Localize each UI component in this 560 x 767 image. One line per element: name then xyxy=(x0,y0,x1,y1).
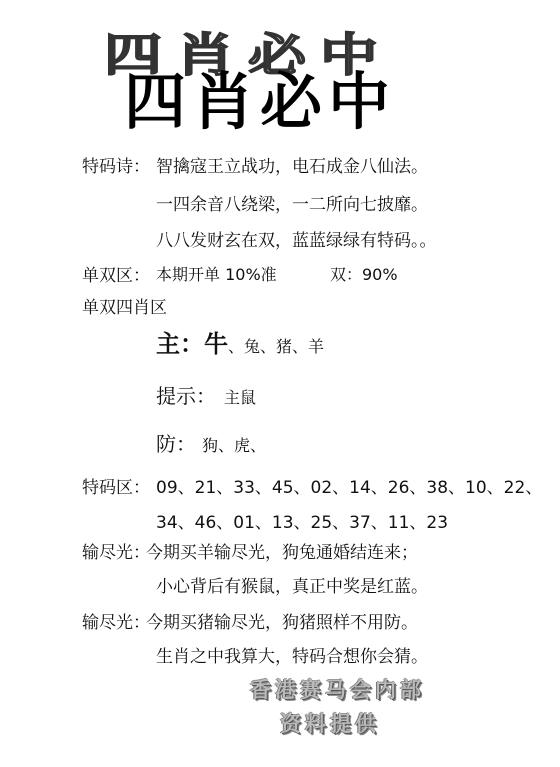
stamp-line-1: 香港赛马会内部 xyxy=(250,678,425,702)
hint-value: 主鼠 xyxy=(224,388,257,407)
odd-even-label: 单双区： xyxy=(82,266,150,286)
title-banner xyxy=(0,0,560,140)
poem-label: 特码诗： xyxy=(82,157,150,177)
lose2-line-2: 生肖之中我算大，特码合想你会猜。 xyxy=(156,647,428,667)
stamp-line-2: 资料提供 xyxy=(280,712,380,736)
lose2-label: 输尽光： xyxy=(82,613,150,633)
main-label: 主： xyxy=(156,330,204,358)
main-first-zodiac: 牛 xyxy=(204,330,228,358)
lose1-line-2: 小心背后有猴鼠，真正中奖是红蓝。 xyxy=(156,577,428,597)
special-numbers-line-1: 09、21、33、45、02、14、26、38、10、22、 xyxy=(156,478,543,498)
main-other-zodiacs: 、兔、猪、羊 xyxy=(228,337,325,356)
lose1-line-1: 今期买羊输尽光，狗兔通婚结连来； xyxy=(146,543,418,563)
guard-value: 狗、虎、 xyxy=(202,436,267,455)
guard-row xyxy=(156,428,266,457)
page-title: 四肖必中 xyxy=(124,65,397,138)
lose2-line-1: 今期买猪输尽光，狗猪照样不用防。 xyxy=(146,613,418,633)
poem-line-3: 八八发财玄在双，蓝蓝绿绿有特码。。 xyxy=(156,231,437,251)
odd-text: 本期开单 10%准 xyxy=(156,265,277,284)
title-outline: 四肖必中 xyxy=(104,28,393,82)
hint-row xyxy=(156,380,256,409)
lose1-label: 输尽光： xyxy=(82,543,150,563)
four-zodiac-label: 单双四肖区 xyxy=(82,298,167,318)
special-numbers-label: 特码区： xyxy=(82,478,150,498)
special-numbers-line-2: 34、46、01、13、25、37、11、23 xyxy=(156,513,449,533)
even-text: 双：90% xyxy=(330,265,398,284)
guard-label: 防： xyxy=(156,432,196,456)
source-stamp xyxy=(250,672,430,742)
hint-label: 提示： xyxy=(156,384,216,408)
poem-line-2: 一四余音八绕梁，一二所向七披靡。 xyxy=(156,195,428,215)
poem-line-1: 智擒寇王立战功，电石成金八仙法。 xyxy=(156,157,428,177)
main-zodiac-row xyxy=(156,324,324,359)
